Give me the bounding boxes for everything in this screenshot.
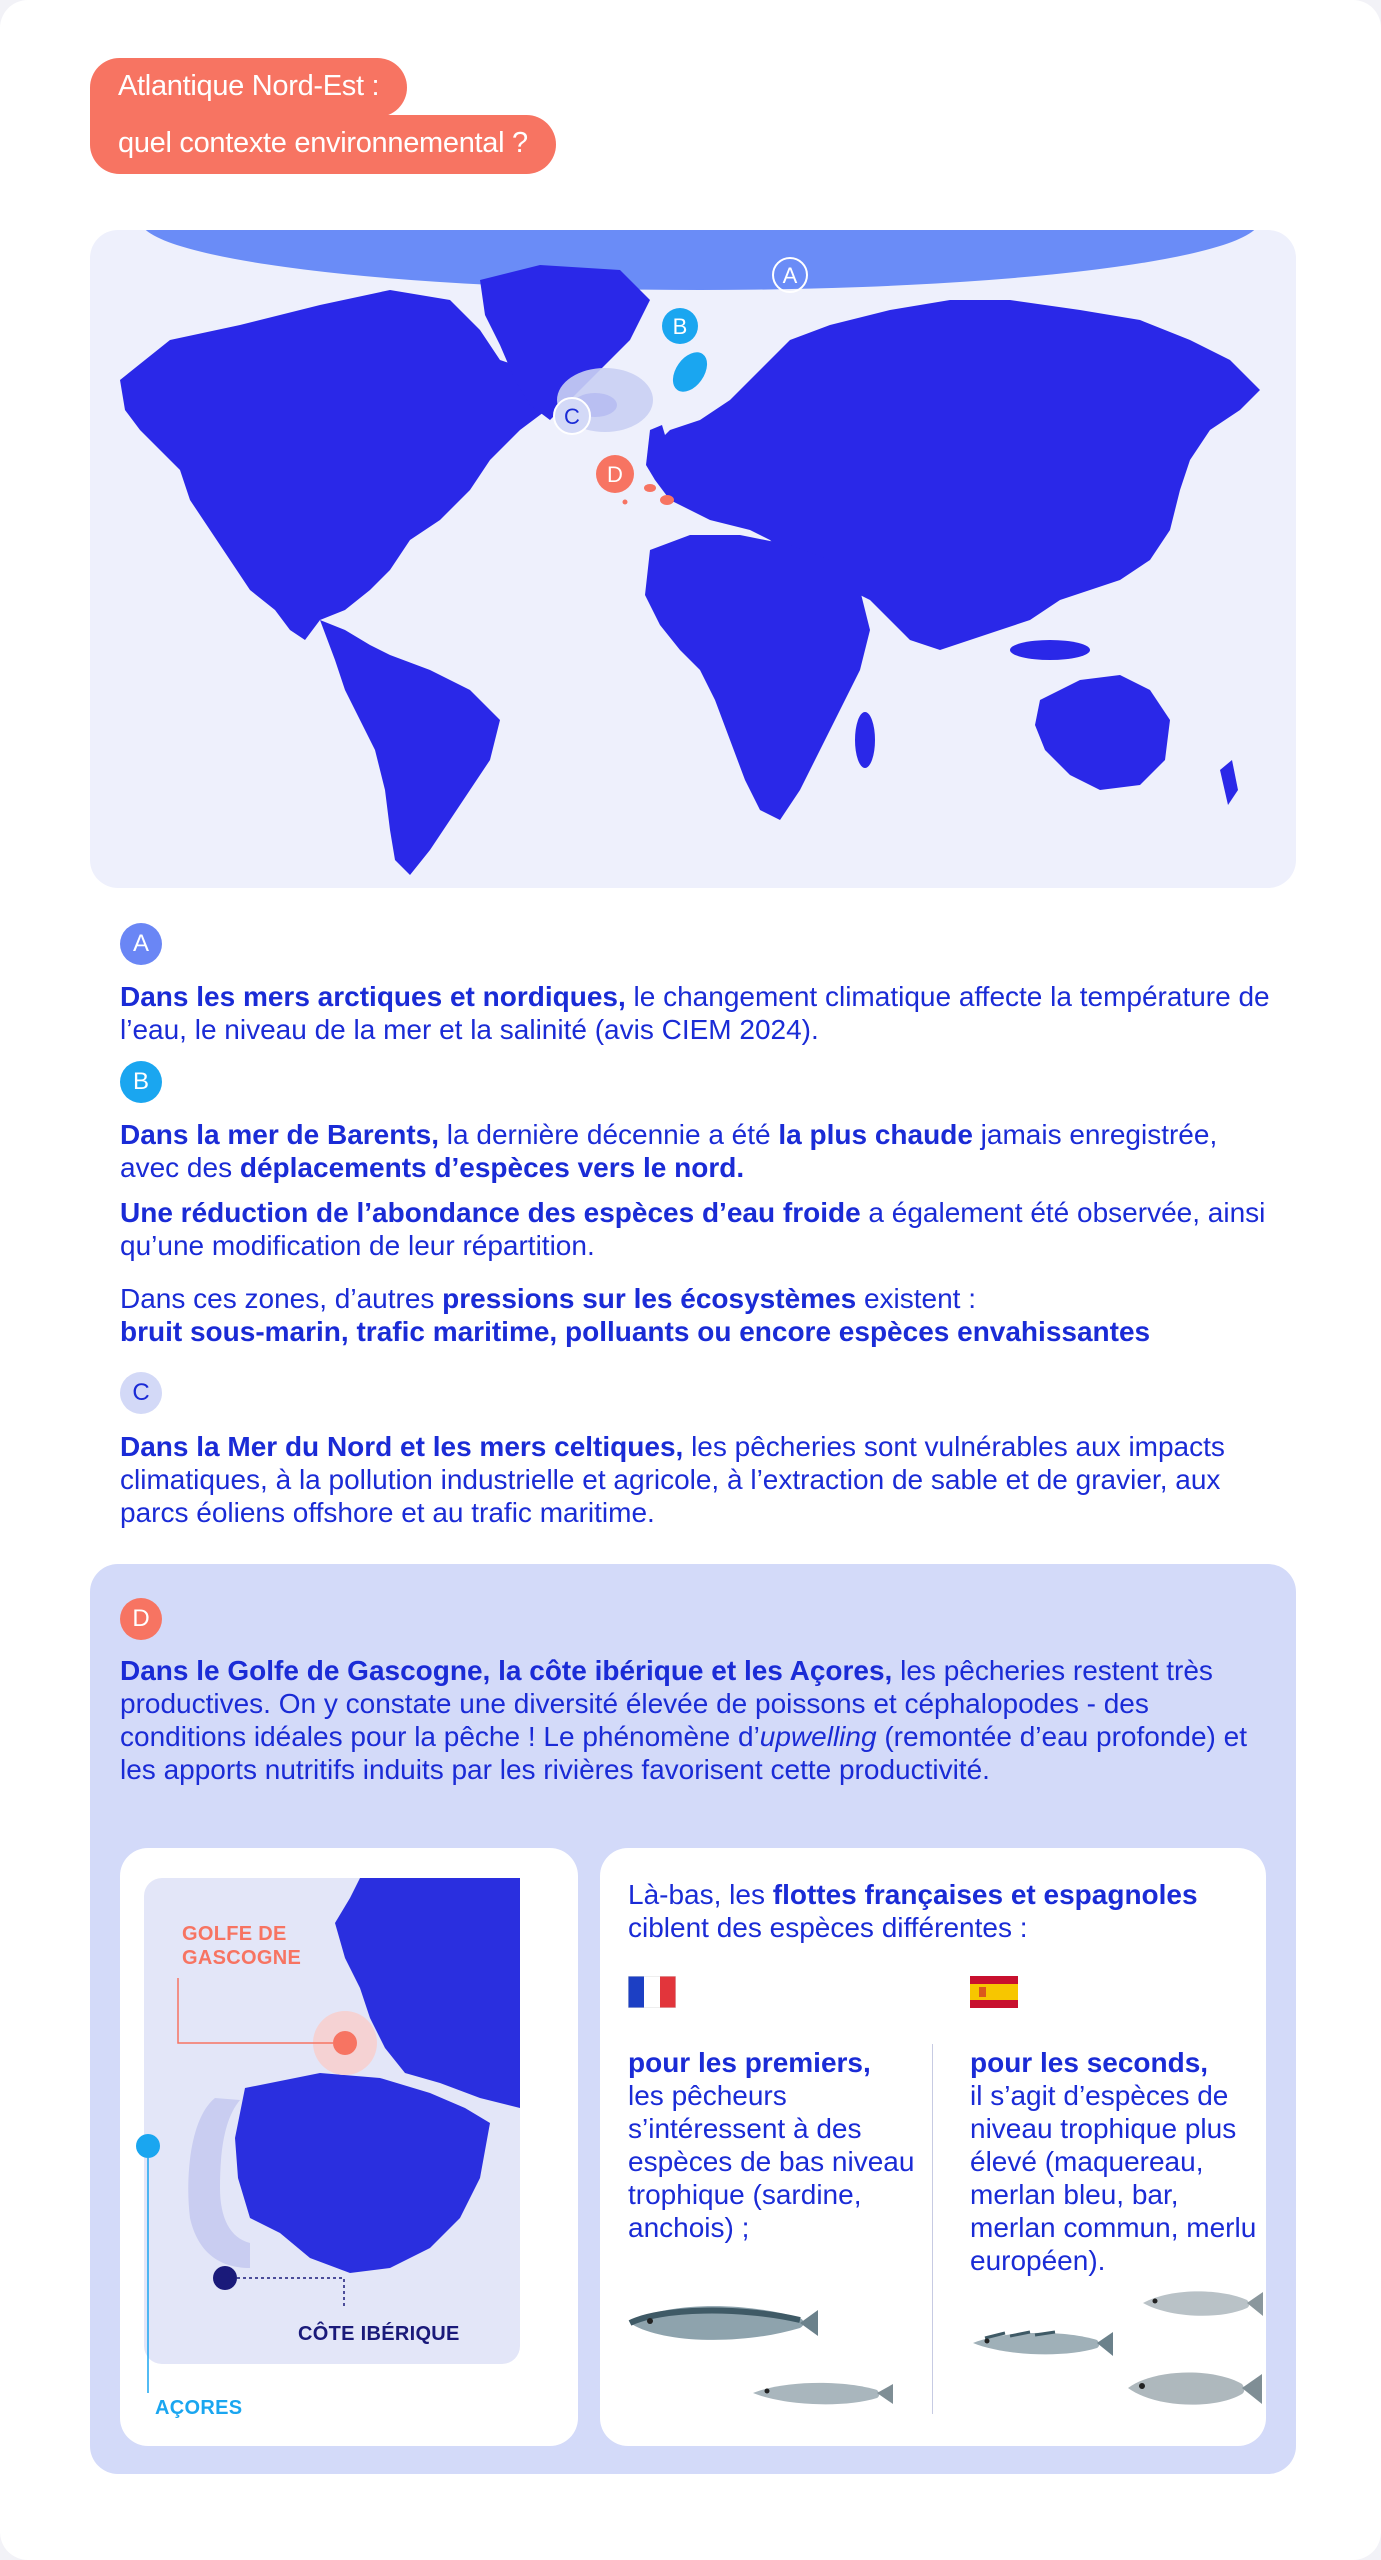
africa (645, 535, 870, 820)
section-b-p2 (120, 1196, 1280, 1262)
map-badge-b-label: B (672, 314, 688, 339)
map-badge-c-label: C (564, 404, 580, 429)
world-map-card (90, 230, 1296, 888)
fleets-intro-t: Là-bas, les (628, 1879, 773, 1910)
whiting-icon (1135, 2278, 1265, 2328)
map-badge-a-label: A (782, 263, 798, 288)
new-zealand (1220, 760, 1238, 805)
section-c-body: les pêcheries sont vulnérables aux impacts climatiques, à la pollution industrielle et agricole, à l’extraction de sable et de gravier, aux parcs éoliens offshore et au trafic maritime. (120, 1431, 1225, 1528)
fleets-intro-t2: ciblent des espèces différentes : (628, 1912, 1028, 1943)
map-badge-d-label: D (607, 462, 623, 487)
section-b-p2-t: a également été observée, ainsi qu’une modification de leur répartition. (120, 1197, 1266, 1261)
section-b-p3-bold1: pressions sur les écosystèmes (442, 1283, 857, 1314)
section-d-text (120, 1654, 1270, 1786)
title-block (90, 58, 556, 174)
france-flag-icon (628, 1976, 676, 2008)
japan (1155, 460, 1175, 520)
section-b-p3 (120, 1282, 1280, 1348)
map-badge-d (596, 455, 634, 493)
label-iberique: CÔTE IBÉRIQUE (298, 2323, 460, 2345)
zone-d-a (644, 484, 656, 492)
section-d-bold: Dans le Golfe de Gascogne, la côte ibérique et les Açores, (120, 1655, 893, 1686)
label-gascogne (182, 1922, 301, 1970)
section-b-p1-t1: la dernière décennie a été (439, 1119, 779, 1150)
section-b-p3-t1: Dans ces zones, d’autres (120, 1283, 443, 1314)
regional-map-card (120, 1848, 578, 2446)
section-d-t1: les pêcheries restent très productives. On y constate une diversité élevée de poissons et céphalopodes - des conditions idéales pour la pêche ! Le phénomène d’ (120, 1655, 1213, 1752)
section-b-p3-bold2: bruit sous-marin, trafic maritime, polluants ou encore espèces envahissantes (120, 1316, 1151, 1347)
badge-c: C (120, 1372, 162, 1414)
french-fleet-bold: pour les premiers, (628, 2047, 871, 2078)
iberique-dot (213, 2266, 237, 2290)
section-b-p1-bold1: Dans la mer de Barents, (120, 1119, 440, 1150)
spanish-fleet-text: il s’agit d’espèces de niveau trophique plus élevé (maquereau, merlan bleu, bar, merlan commun, merlu européen). (970, 2080, 1257, 2276)
anchovy-icon (745, 2368, 895, 2418)
australia (1035, 675, 1170, 790)
french-fleet-text: les pêcheurs s’intéressent à des espèces de bas niveau trophique (sardine, anchois) ; (628, 2080, 915, 2243)
section-b-p1 (120, 1118, 1280, 1184)
acores-dot (136, 2134, 160, 2158)
fleets-card (600, 1848, 1266, 2446)
zone-d-b (660, 495, 674, 505)
badge-b: B (120, 1061, 162, 1103)
fleets-divider (932, 2044, 933, 2414)
section-b-p1-t2: jamais enregistrée, avec des (120, 1119, 1218, 1183)
world-map (90, 230, 1296, 888)
spanish-fleet-col (970, 2046, 1260, 2277)
label-acores: AÇORES (155, 2397, 243, 2419)
section-b-p2-bold: Une réduction de l’abondance des espèces d’eau froide (120, 1197, 861, 1228)
section-a-bold: Dans les mers arctiques et nordiques, (120, 981, 626, 1012)
french-fleet-col (628, 2046, 918, 2244)
madagascar (855, 712, 875, 768)
map-badge-c (554, 398, 590, 434)
south-america (320, 620, 500, 875)
arctic-zone (140, 230, 1260, 290)
section-a-body: le changement climatique affecte la température de l’eau, le niveau de la mer et la salinité (avis CIEM 2024). (120, 981, 1270, 1045)
badge-a: A (120, 923, 162, 965)
sea-bass-icon (1120, 2358, 1265, 2418)
indonesia (1010, 640, 1090, 660)
title-line-1: Atlantique Nord-Est : (90, 58, 407, 117)
title-line-2: quel contexte environnemental ? (90, 115, 556, 174)
label-gascogne-2: GASCOGNE (182, 1947, 302, 1969)
section-a-text (120, 980, 1280, 1046)
zone-d-c (623, 500, 628, 505)
section-d-card (90, 1564, 1296, 2474)
section-c-bold: Dans la Mer du Nord et les mers celtiques, (120, 1431, 684, 1462)
fleets-intro (628, 1878, 1268, 1944)
badge-d: D (120, 1598, 162, 1640)
gascogne-dot (333, 2031, 357, 2055)
section-b-p1-bold3: déplacements d’espèces vers le nord. (239, 1152, 745, 1183)
map-badge-b (662, 308, 698, 344)
section-b-p1-bold2: la plus chaude (778, 1119, 973, 1150)
section-c-text (120, 1430, 1280, 1529)
section-b-p3-t2: existent : (856, 1283, 977, 1314)
label-gascogne-1: GOLFE DE (182, 1923, 287, 1945)
zone-b (666, 346, 714, 398)
spanish-fleet-bold: pour les seconds, (970, 2047, 1209, 2078)
section-d-t2: (remontée d’eau profonde) et les apports nutritifs induits par les rivières favorisent cette productivité. (120, 1721, 1247, 1785)
sardine-icon (620, 2288, 820, 2358)
fleets-intro-bold: flottes françaises et espagnoles (772, 1879, 1198, 1910)
mackerel-icon (965, 2318, 1115, 2368)
section-d-italic: upwelling (759, 1721, 877, 1752)
north-america (120, 290, 560, 640)
spain-flag-icon (970, 1976, 1018, 2008)
